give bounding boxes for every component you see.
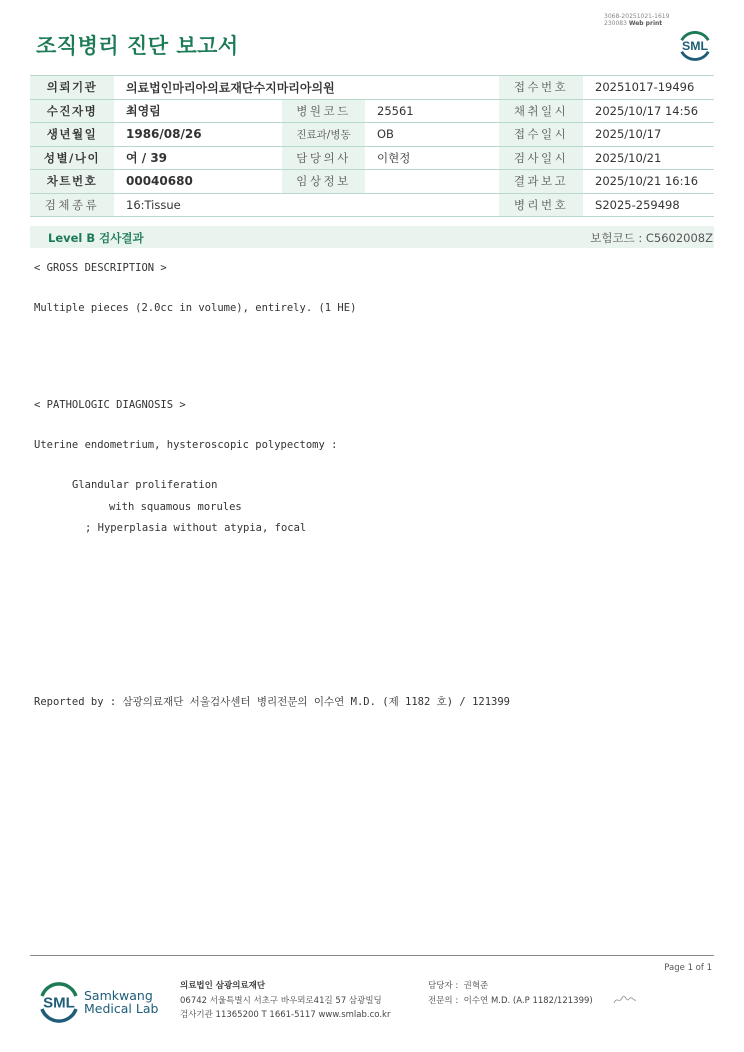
result-level: Level B 검사결과	[48, 231, 144, 245]
info-row	[30, 193, 714, 217]
org-address: 06742 서울특별시 서초구 바우뫼로41길 57 삼광빌딩	[180, 995, 382, 1006]
diagnosis-site: Uterine endometrium, hysteroscopic polypectomy :	[34, 439, 338, 451]
brand-line2: Medical Lab	[84, 1001, 159, 1016]
page-title: 조직병리 진단 보고서	[36, 34, 239, 58]
info-label: 접수일시	[499, 123, 583, 147]
info-value: 최영림	[114, 99, 282, 123]
info-row	[30, 76, 714, 100]
sml-logo-icon	[676, 26, 714, 64]
info-label: 접수번호	[499, 76, 583, 100]
gross-header: < GROSS DESCRIPTION >	[34, 262, 167, 274]
diagnosis-line: ; Hyperplasia without atypia, focal	[85, 522, 307, 534]
info-label: 결과보고	[499, 170, 583, 194]
sml-logo-text: SML	[681, 38, 709, 53]
print-meta-line1: 3068-20251021-1619	[604, 13, 670, 20]
signature-icon	[612, 994, 638, 1006]
manager-name: 권혁준	[463, 981, 489, 991]
info-value: OB	[365, 123, 499, 147]
info-value: 2025/10/21	[583, 146, 714, 170]
reported-by: Reported by : 삼광의료재단 서울검사센터 병리전문의 이수연 M.D. (제 1182 호) / 121399	[34, 696, 511, 708]
info-value: 2025/10/21 16:16	[583, 170, 714, 194]
info-row	[30, 170, 714, 194]
info-value: 20251017-19496	[583, 76, 714, 100]
print-meta-id: 230083	[604, 20, 627, 27]
diagnosis-header: < PATHOLOGIC DIAGNOSIS >	[34, 399, 186, 411]
info-row	[30, 99, 714, 123]
info-label: 생년월일	[30, 123, 114, 147]
info-label: 진료과/병동	[282, 123, 365, 147]
org-contact: 검사기관 11365200 T 1661-5117 www.smlab.co.kr	[180, 1010, 391, 1020]
diagnosis-line: Glandular proliferation	[72, 479, 218, 491]
manager-label: 담당자 :	[428, 981, 459, 991]
info-label: 병리번호	[499, 193, 583, 217]
info-value: 2025/10/17 14:56	[583, 99, 714, 123]
insurance-code: 보험코드 : C5602008Z	[590, 231, 713, 245]
info-label: 성별/나이	[30, 146, 114, 170]
org-info	[180, 979, 390, 1023]
info-label: 의뢰기관	[30, 76, 114, 100]
org-name: 의료법인 삼광의료재단	[180, 981, 266, 991]
info-row	[30, 146, 714, 170]
info-value: S2025-259498	[583, 193, 714, 217]
info-value: 16:Tissue	[114, 193, 499, 217]
patient-info-table	[30, 75, 714, 217]
info-value: 의료법인마리아의료재단수지마리아의원	[114, 76, 499, 100]
info-row	[30, 123, 714, 147]
specialist-name: 이수연 M.D. (A.P 1182/121399)	[463, 995, 593, 1006]
footer-divider	[30, 955, 714, 956]
gross-text: Multiple pieces (2.0cc in volume), entirely. (1 HE)	[34, 302, 357, 314]
specialist-label: 전문의 :	[428, 995, 459, 1006]
info-value: 이현정	[365, 146, 499, 170]
sml-logo-icon	[37, 980, 81, 1024]
brand-line1: Samkwang	[84, 988, 153, 1003]
info-label: 병원코드	[282, 99, 365, 123]
info-value: 2025/10/17	[583, 123, 714, 147]
sml-logo-text: SML	[43, 994, 75, 1012]
info-label: 차트번호	[30, 170, 114, 194]
print-meta	[604, 13, 704, 27]
info-value: 25561	[365, 99, 499, 123]
info-label: 담당의사	[282, 146, 365, 170]
info-label: 검체종류	[30, 193, 114, 217]
info-value: 1986/08/26	[114, 123, 282, 147]
info-value	[365, 170, 499, 194]
print-meta-label: Web print	[628, 20, 663, 27]
staff-info	[428, 979, 593, 1008]
diagnosis-line: with squamous morules	[109, 501, 242, 513]
info-label: 검사일시	[499, 146, 583, 170]
info-label: 채취일시	[499, 99, 583, 123]
info-label: 임상정보	[282, 170, 365, 194]
page-number: Page 1 of 1	[664, 963, 712, 973]
info-value: 00040680	[114, 170, 282, 194]
brand-name	[84, 989, 158, 1015]
info-value: 여 / 39	[114, 146, 282, 170]
info-label: 수진자명	[30, 99, 114, 123]
